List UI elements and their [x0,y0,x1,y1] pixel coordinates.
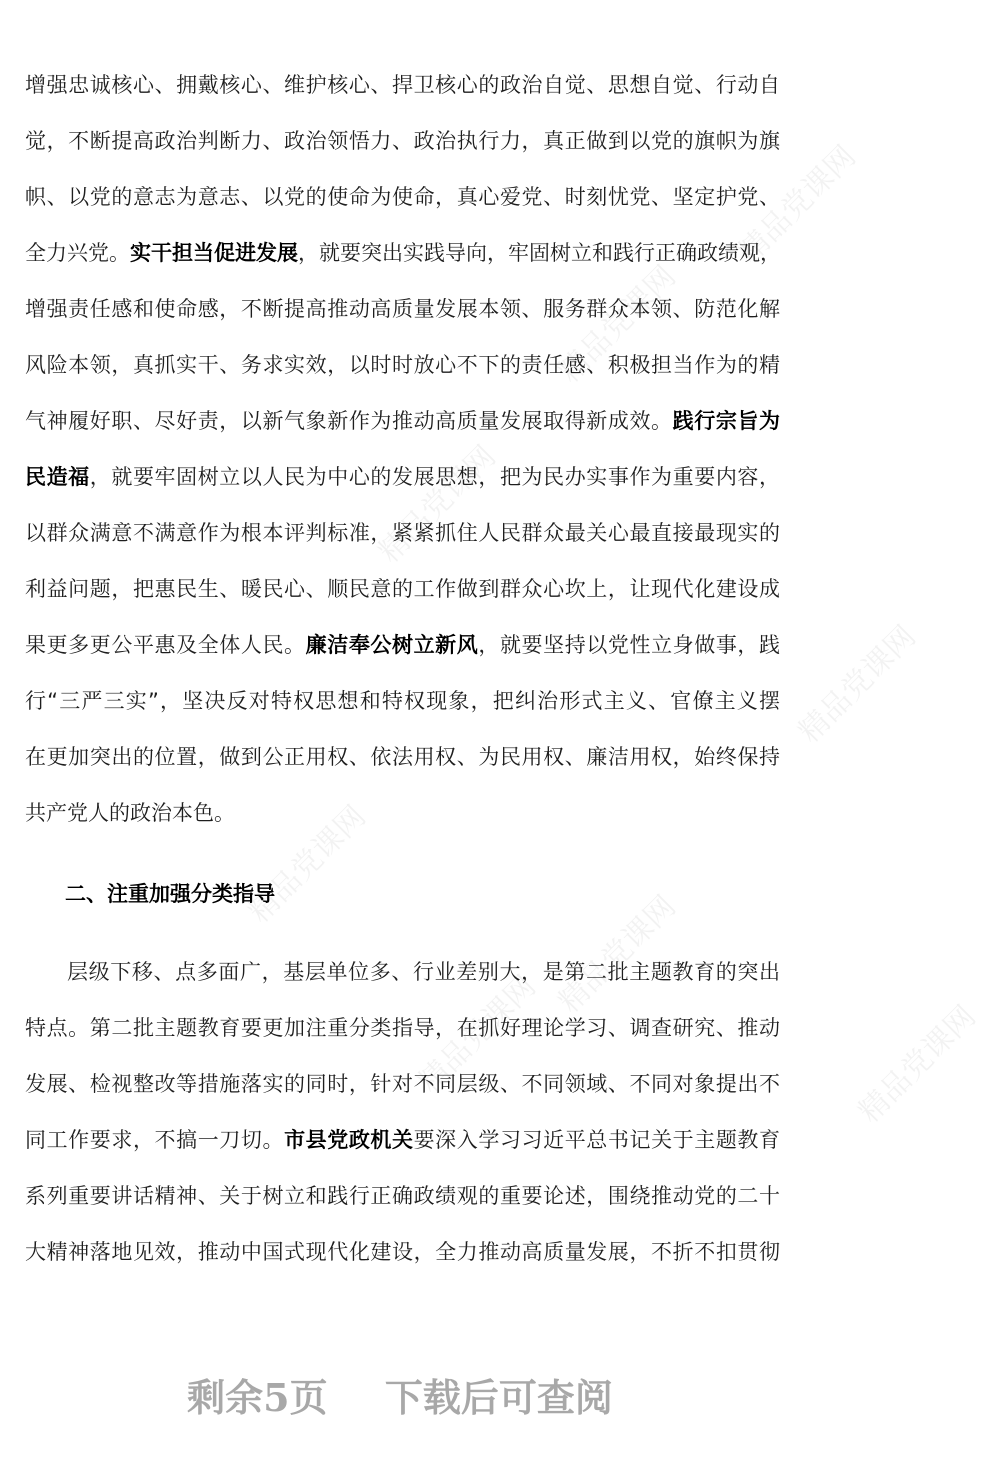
text-run: 在更加突出的位置，做到公正用权、依法用权、为民用权、廉洁用权，始终保持 [25,745,780,769]
text-run: 同工作要求，不搞一刀切。 [25,1128,285,1152]
watermark-text: 精品党课网 [552,259,683,390]
text-run: 系列重要讲话精神、关于树立和践行正确政绩观的重要论述，围绕推动党的二十 [25,1184,780,1208]
text-line [25,1000,780,1056]
watermark-text: 精品党课网 [552,889,683,1020]
bold-phrase: 廉洁奉公树立新风 [305,633,479,657]
text-run: ，就要坚持以党性立身做事，践 [478,633,781,657]
text-line [25,729,780,785]
text-run: 层级下移、点多面广，基层单位多、行业差别大，是第二批主题教育的突出 [67,960,780,984]
text-line [25,225,780,281]
text-line [25,393,780,449]
text-line [25,617,780,673]
text-run: 全力兴党。 [25,241,130,265]
section-heading: 二、注重加强分类指导 [65,882,275,906]
text-run: 利益问题，把惠民生、暖民心、顺民意的工作做到群众心坎上，让现代化建设成 [25,577,780,601]
text-line [25,113,780,169]
text-line [25,57,780,113]
text-line [25,1056,780,1112]
text-line [25,1168,780,1224]
text-line [25,944,780,1000]
text-run: ，就要突出实践导向，牢固树立和践行正确政绩观， [298,241,781,265]
download-to-read-text: 下载后可查阅 [384,1375,613,1420]
text-line [25,1112,780,1168]
bold-phrase: 践行宗旨为 [672,409,781,433]
text-line [25,785,780,841]
watermark-text: 精品党课网 [852,999,983,1130]
text-line [25,673,780,729]
text-run: 增强责任感和使命感，不断提高推动高质量发展本领、服务群众本领、防范化解 [25,297,780,321]
text-line [25,561,780,617]
bold-phrase: 市县党政机关 [284,1128,414,1152]
watermark-text: 精品党课网 [412,969,543,1100]
remaining-pages-text: 剩余5页 [187,1375,328,1420]
text-run: 果更多更公平惠及全体人民。 [25,633,306,657]
text-line [25,505,780,561]
text-run: 共产党人的政治本色。 [25,801,235,825]
text-run: 要深入学习习近平总书记关于主题教育 [413,1128,781,1152]
text-run: 增强忠诚核心、拥戴核心、维护核心、捍卫核心的政治自觉、思想自觉、行动自 [25,73,780,97]
text-line [25,337,780,393]
watermark-text: 精品党课网 [242,799,373,930]
text-run: 气神履好职、尽好责，以新气象新作为推动高质量发展取得新成效。 [25,409,673,433]
download-prompt[interactable] [0,1370,800,1426]
text-run: 行“三严三实”，坚决反对特权思想和特权现象，把纠治形式主义、官僚主义摆 [25,689,780,713]
text-run: 帜、以党的意志为意志、以党的使命为使命，真心爱党、时刻忧党、坚定护党、 [25,185,780,209]
text-run: 发展、检视整改等措施落实的同时，针对不同层级、不同领域、不同对象提出不 [25,1072,780,1096]
watermark-text: 精品党课网 [732,139,863,270]
text-run: 大精神落地见效，推动中国式现代化建设，全力推动高质量发展，不折不扣贯彻 [25,1240,780,1264]
text-run: 觉，不断提高政治判断力、政治领悟力、政治执行力，真正做到以党的旗帜为旗 [25,129,780,153]
text-run: 特点。第二批主题教育要更加注重分类指导，在抓好理论学习、调查研究、推动 [25,1016,780,1040]
text-run: 以群众满意不满意作为根本评判标准，紧紧抓住人民群众最关心最直接最现实的 [25,521,780,545]
watermark-text: 精品党课网 [372,439,503,570]
text-line [25,281,780,337]
text-line [25,169,780,225]
watermark-text: 精品党课网 [792,619,923,750]
bold-phrase: 民造福 [25,465,90,489]
bold-phrase: 实干担当促进发展 [130,241,298,265]
text-run: 风险本领，真抓实干、务求实效，以时时放心不下的责任感、积极担当作为的精 [25,353,780,377]
text-line [25,1224,780,1280]
paragraph-1 [25,57,780,841]
text-line [25,449,780,505]
paragraph-2 [25,944,780,1280]
text-run: ，就要牢固树立以人民为中心的发展思想，把为民办实事作为重要内容， [89,465,780,489]
